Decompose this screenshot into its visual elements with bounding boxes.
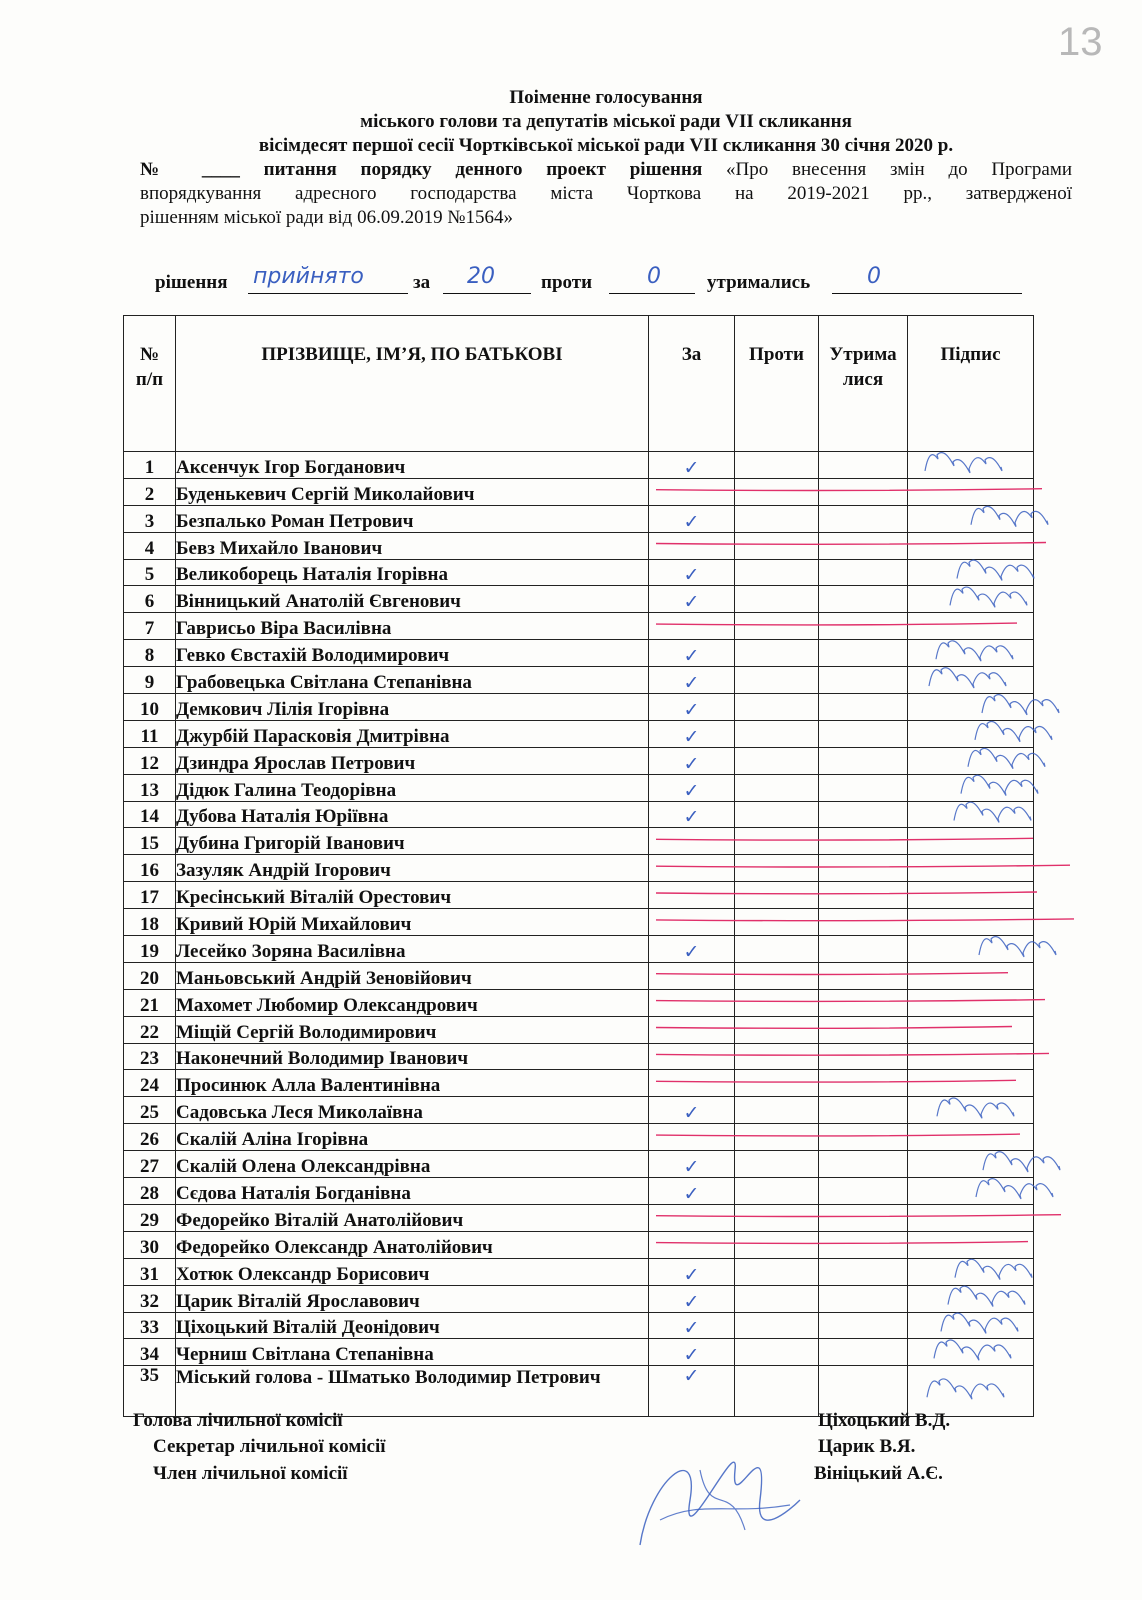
table-row [124, 989, 1034, 1016]
row-name: Дубова Наталія Юріївна [176, 801, 649, 828]
row-name: Федорейко Віталій Анатолійович [176, 1204, 649, 1231]
row-signature [908, 1231, 1034, 1258]
table-row [124, 667, 1034, 694]
row-signature [908, 909, 1034, 936]
row-number: 1 [124, 452, 176, 479]
doc-title: Поіменне голосування [509, 87, 703, 108]
row-vote-for: ✓ [649, 720, 735, 747]
commission-secretary-label: Секретар лічильної комісії [153, 1436, 386, 1457]
row-number: 6 [124, 586, 176, 613]
table-row [124, 1070, 1034, 1097]
row-name: Ціхоцький Віталій Деонідович [176, 1312, 649, 1339]
row-vote-abstained [819, 855, 908, 882]
row-name: Просинюк Алла Валентинівна [176, 1070, 649, 1097]
row-signature [908, 1258, 1034, 1285]
row-vote-for: ✓ [649, 694, 735, 721]
row-number: 21 [124, 989, 176, 1016]
table-row [124, 909, 1034, 936]
table-row [124, 613, 1034, 640]
row-vote-abstained [819, 1151, 908, 1178]
table-row [124, 774, 1034, 801]
row-name: Аксенчук Ігор Богданович [176, 452, 649, 479]
table-row [124, 1178, 1034, 1205]
row-name: Садовська Леся Миколаївна [176, 1097, 649, 1124]
row-signature [908, 613, 1034, 640]
row-signature [908, 1070, 1034, 1097]
row-name: Наконечний Володимир Іванович [176, 1043, 649, 1070]
row-name: Демкович Лілія Ігорівна [176, 694, 649, 721]
row-name: Бевз Михайло Іванович [176, 532, 649, 559]
row-vote-for: ✓ [649, 505, 735, 532]
row-vote-against [735, 667, 819, 694]
row-signature [908, 747, 1034, 774]
row-vote-against [735, 828, 819, 855]
table-row [124, 478, 1034, 505]
row-vote-for: ✓ [649, 640, 735, 667]
row-number: 18 [124, 909, 176, 936]
row-signature [908, 1178, 1034, 1205]
decision-label: рішення [155, 272, 228, 293]
row-vote-for: ✓ [649, 452, 735, 479]
row-number: 27 [124, 1151, 176, 1178]
decision-value: прийнято [253, 264, 364, 289]
row-signature [908, 720, 1034, 747]
row-vote-for: ✓ [649, 559, 735, 586]
row-vote-abstained [819, 801, 908, 828]
table-row [124, 532, 1034, 559]
row-signature [908, 559, 1034, 586]
row-vote-abstained [819, 1339, 908, 1366]
row-vote-against [735, 989, 819, 1016]
table-row [124, 936, 1034, 963]
row-vote-against [735, 962, 819, 989]
row-vote-against [735, 478, 819, 505]
row-number: 11 [124, 720, 176, 747]
row-vote-against [735, 1043, 819, 1070]
row-signature [908, 1097, 1034, 1124]
table-row [124, 855, 1034, 882]
commission-secretary-name: Царик В.Я. [818, 1436, 916, 1457]
row-name: Джурбій Парасковія Дмитрівна [176, 720, 649, 747]
row-signature [908, 936, 1034, 963]
row-vote-against [735, 532, 819, 559]
page-number: 13 [1058, 20, 1103, 64]
row-vote-abstained [819, 1043, 908, 1070]
row-vote-abstained [819, 828, 908, 855]
row-signature [908, 1312, 1034, 1339]
row-name: Зазуляк Андрій Ігорович [176, 855, 649, 882]
row-number: 16 [124, 855, 176, 882]
header-name: ПРІЗВИЩЕ, ІМ’Я, ПО БАТЬКОВІ [176, 316, 649, 452]
table-row [124, 882, 1034, 909]
row-vote-for [649, 1204, 735, 1231]
row-signature [908, 962, 1034, 989]
row-name: Скалій Олена Олександрівна [176, 1151, 649, 1178]
row-name: Гевко Євстахій Володимирович [176, 640, 649, 667]
doc-subtitle: міського голови та депутатів міської ради VII скликання [360, 111, 852, 132]
row-vote-against [735, 694, 819, 721]
row-number: 22 [124, 1016, 176, 1043]
row-vote-abstained [819, 640, 908, 667]
row-vote-for [649, 1016, 735, 1043]
row-vote-against [735, 1124, 819, 1151]
row-vote-against [735, 505, 819, 532]
row-vote-against [735, 1016, 819, 1043]
row-vote-for: ✓ [649, 1258, 735, 1285]
row-vote-for: ✓ [649, 774, 735, 801]
row-number: 7 [124, 613, 176, 640]
row-vote-abstained [819, 452, 908, 479]
row-vote-against [735, 936, 819, 963]
row-vote-for [649, 909, 735, 936]
row-vote-against [735, 1097, 819, 1124]
row-vote-for [649, 613, 735, 640]
row-number: 5 [124, 559, 176, 586]
row-vote-against [735, 720, 819, 747]
commission-head-name: Ціхоцький В.Д. [818, 1410, 951, 1431]
agenda-line [140, 158, 1072, 182]
table-row [124, 505, 1034, 532]
table-row [124, 1258, 1034, 1285]
row-vote-against [735, 1151, 819, 1178]
row-signature [908, 989, 1034, 1016]
row-vote-for: ✓ [649, 801, 735, 828]
row-name: Федорейко Олександр Анатолійович [176, 1231, 649, 1258]
row-vote-for [649, 1231, 735, 1258]
commission-member-label: Член лічильної комісії [153, 1463, 348, 1484]
row-name: Кресінський Віталій Орестович [176, 882, 649, 909]
row-number: 32 [124, 1285, 176, 1312]
row-signature [908, 1124, 1034, 1151]
row-name: Великоборець Наталія Ігорівна [176, 559, 649, 586]
table-row [124, 1151, 1034, 1178]
row-vote-abstained [819, 936, 908, 963]
table-row [124, 1097, 1034, 1124]
row-signature [908, 1285, 1034, 1312]
header-against: Проти [735, 316, 819, 452]
row-signature [908, 828, 1034, 855]
row-signature [908, 801, 1034, 828]
row-vote-abstained [819, 667, 908, 694]
row-vote-for: ✓ [649, 1285, 735, 1312]
row-vote-against [735, 452, 819, 479]
decision-summary [155, 264, 1045, 298]
table-row [124, 640, 1034, 667]
row-signature [908, 452, 1034, 479]
row-vote-abstained [819, 1204, 908, 1231]
table-row [124, 1043, 1034, 1070]
row-number: 25 [124, 1097, 176, 1124]
row-name: Дідюк Галина Теодорівна [176, 774, 649, 801]
row-vote-against [735, 1204, 819, 1231]
row-name: Лесейко Зоряна Василівна [176, 936, 649, 963]
row-vote-for [649, 532, 735, 559]
row-name: Міщій Сергій Володимирович [176, 1016, 649, 1043]
row-vote-abstained [819, 1285, 908, 1312]
row-vote-abstained [819, 747, 908, 774]
table-row [124, 1016, 1034, 1043]
row-vote-against [735, 1070, 819, 1097]
commission-signature [640, 1462, 800, 1545]
row-vote-abstained [819, 1097, 908, 1124]
row-vote-for: ✓ [649, 1366, 735, 1417]
row-vote-against [735, 774, 819, 801]
table-row [124, 452, 1034, 479]
row-signature [908, 640, 1034, 667]
agenda-number: № ____ питання порядку денного проект рішення [140, 159, 703, 180]
header-abstained: Утрималися [819, 316, 908, 452]
row-vote-for: ✓ [649, 1178, 735, 1205]
row-name: Гаврисьо Віра Василівна [176, 613, 649, 640]
row-name: Скалій Аліна Ігорівна [176, 1124, 649, 1151]
row-vote-abstained [819, 505, 908, 532]
row-signature [908, 774, 1034, 801]
row-signature [908, 505, 1034, 532]
row-vote-abstained [819, 909, 908, 936]
row-vote-abstained [819, 1178, 908, 1205]
row-vote-against [735, 909, 819, 936]
row-name: Безпалько Роман Петрович [176, 505, 649, 532]
row-number: 35 [124, 1366, 176, 1417]
row-number: 33 [124, 1312, 176, 1339]
row-vote-for: ✓ [649, 586, 735, 613]
row-number: 19 [124, 936, 176, 963]
row-number: 3 [124, 505, 176, 532]
row-number: 10 [124, 694, 176, 721]
row-vote-abstained [819, 720, 908, 747]
row-vote-against [735, 559, 819, 586]
row-number: 23 [124, 1043, 176, 1070]
agenda-line-2: впорядкування адресного господарства міста Чорткова на 2019-2021 рр., затвердженої [140, 183, 1072, 204]
row-vote-abstained [819, 882, 908, 909]
abstained-label: утримались [707, 272, 811, 293]
row-number: 2 [124, 478, 176, 505]
row-vote-for [649, 962, 735, 989]
row-vote-against [735, 1366, 819, 1417]
row-vote-for: ✓ [649, 1339, 735, 1366]
row-number: 8 [124, 640, 176, 667]
row-vote-abstained [819, 1016, 908, 1043]
row-vote-abstained [819, 586, 908, 613]
row-vote-abstained [819, 1070, 908, 1097]
against-label: проти [541, 272, 593, 293]
table-row [124, 1312, 1034, 1339]
table-row [124, 586, 1034, 613]
header-signature: Підпис [908, 316, 1034, 452]
row-number: 4 [124, 532, 176, 559]
row-number: 13 [124, 774, 176, 801]
table-row [124, 1285, 1034, 1312]
commission-signature [660, 1470, 790, 1530]
vote-table [123, 315, 1034, 1417]
row-number: 26 [124, 1124, 176, 1151]
row-signature [908, 667, 1034, 694]
row-vote-against [735, 882, 819, 909]
table-row [124, 1124, 1034, 1151]
row-name: Хотюк Олександр Борисович [176, 1258, 649, 1285]
row-vote-for [649, 828, 735, 855]
row-vote-abstained [819, 613, 908, 640]
row-vote-against [735, 1178, 819, 1205]
row-vote-against [735, 1231, 819, 1258]
row-name: Маньовський Андрій Зеновійович [176, 962, 649, 989]
row-number: 20 [124, 962, 176, 989]
row-vote-against [735, 1339, 819, 1366]
row-vote-against [735, 1312, 819, 1339]
table-row [124, 1204, 1034, 1231]
agenda-text: «Про внесення змін до Програми [726, 159, 1073, 180]
for-label: за [413, 272, 431, 293]
row-vote-abstained [819, 1312, 908, 1339]
row-vote-abstained [819, 559, 908, 586]
row-number: 30 [124, 1231, 176, 1258]
row-name: Міський голова - Шматько Володимир Петрович [176, 1366, 649, 1417]
row-vote-for: ✓ [649, 936, 735, 963]
row-vote-against [735, 613, 819, 640]
row-name: Махомет Любомир Олександрович [176, 989, 649, 1016]
row-number: 29 [124, 1204, 176, 1231]
table-row [124, 828, 1034, 855]
row-vote-abstained [819, 989, 908, 1016]
table-row [124, 1339, 1034, 1366]
row-name: Грабовецька Світлана Степанівна [176, 667, 649, 694]
row-name: Царик Віталій Ярославович [176, 1285, 649, 1312]
table-row [124, 559, 1034, 586]
row-vote-abstained [819, 694, 908, 721]
row-signature [908, 1204, 1034, 1231]
row-number: 17 [124, 882, 176, 909]
header-num: № п/п [124, 316, 176, 452]
row-signature [908, 1016, 1034, 1043]
row-vote-for [649, 989, 735, 1016]
row-signature [908, 882, 1034, 909]
table-row [124, 962, 1034, 989]
row-signature [908, 478, 1034, 505]
row-vote-abstained [819, 478, 908, 505]
table-row [124, 1231, 1034, 1258]
table-row [124, 747, 1034, 774]
row-signature [908, 1043, 1034, 1070]
row-signature [908, 1339, 1034, 1366]
row-number: 31 [124, 1258, 176, 1285]
for-value: 20 [467, 264, 495, 289]
row-vote-for [649, 478, 735, 505]
row-signature [908, 532, 1034, 559]
row-vote-against [735, 1258, 819, 1285]
row-vote-for: ✓ [649, 1312, 735, 1339]
row-vote-for [649, 882, 735, 909]
row-vote-against [735, 586, 819, 613]
row-vote-abstained [819, 1231, 908, 1258]
row-name: Буденькевич Сергій Миколайович [176, 478, 649, 505]
table-row [124, 694, 1034, 721]
row-vote-abstained [819, 532, 908, 559]
row-vote-for [649, 1043, 735, 1070]
row-signature [908, 855, 1034, 882]
row-number: 9 [124, 667, 176, 694]
row-signature [908, 586, 1034, 613]
row-number: 24 [124, 1070, 176, 1097]
row-vote-against [735, 640, 819, 667]
row-vote-abstained [819, 774, 908, 801]
table-row [124, 801, 1034, 828]
row-vote-for: ✓ [649, 1151, 735, 1178]
commission-member-name: Вініцький А.Є. [814, 1463, 943, 1484]
row-vote-abstained [819, 1258, 908, 1285]
row-vote-for: ✓ [649, 667, 735, 694]
row-name: Кривий Юрій Михайлович [176, 909, 649, 936]
session-line: вісімдесят першої сесії Чортківської міської ради VII скликання 30 січня 2020 р. [258, 135, 954, 156]
row-number: 14 [124, 801, 176, 828]
row-name: Сєдова Наталія Богданівна [176, 1178, 649, 1205]
row-name: Дубина Григорій Іванович [176, 828, 649, 855]
row-name: Дзиндра Ярослав Петрович [176, 747, 649, 774]
row-vote-against [735, 801, 819, 828]
agenda-line-3: рішенням міської ради від 06.09.2019 №1564» [140, 207, 513, 228]
row-name: Вінницький Анатолій Євгенович [176, 586, 649, 613]
commission-head-label: Голова лічильної комісії [133, 1410, 343, 1431]
row-vote-abstained [819, 962, 908, 989]
against-value: 0 [647, 264, 661, 289]
row-vote-against [735, 1285, 819, 1312]
abstained-value: 0 [867, 264, 881, 289]
row-signature [908, 694, 1034, 721]
row-number: 28 [124, 1178, 176, 1205]
table-row [124, 720, 1034, 747]
row-number: 12 [124, 747, 176, 774]
row-vote-for [649, 1070, 735, 1097]
row-vote-for: ✓ [649, 747, 735, 774]
row-vote-for: ✓ [649, 1097, 735, 1124]
header-for: За [649, 316, 735, 452]
row-vote-against [735, 855, 819, 882]
row-number: 34 [124, 1339, 176, 1366]
row-vote-for [649, 1124, 735, 1151]
row-signature [908, 1151, 1034, 1178]
row-vote-abstained [819, 1124, 908, 1151]
row-name: Черниш Світлана Степанівна [176, 1339, 649, 1366]
row-vote-for [649, 855, 735, 882]
row-number: 15 [124, 828, 176, 855]
row-vote-against [735, 747, 819, 774]
